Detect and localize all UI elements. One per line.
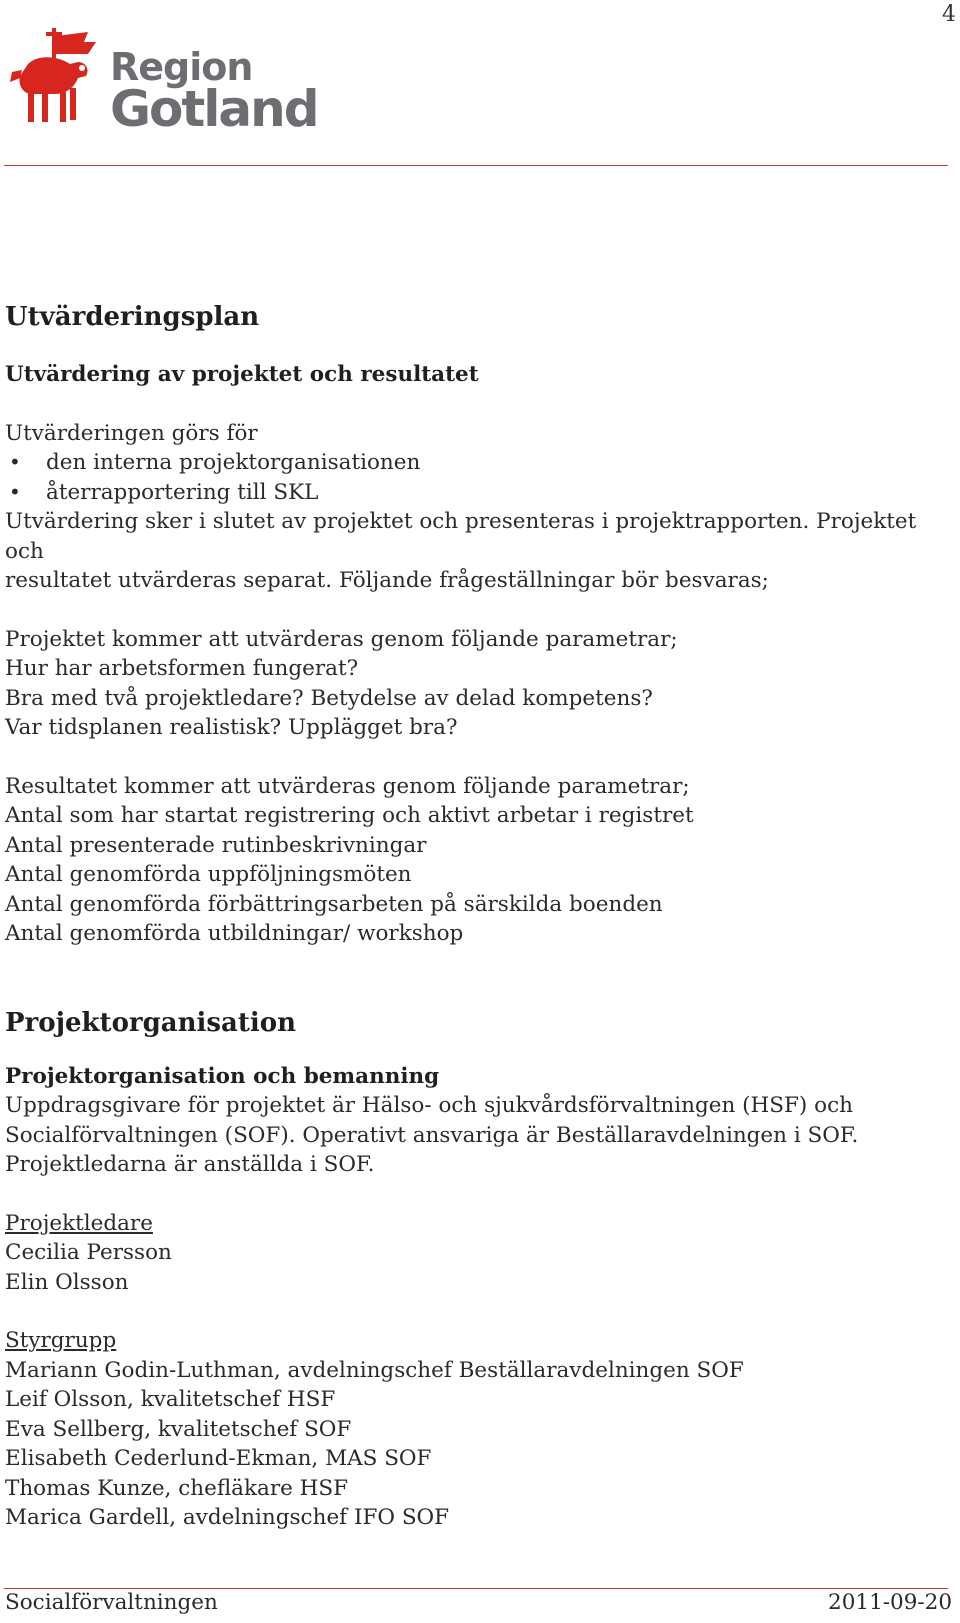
document-body [5,300,950,1533]
evaluation-bullets [5,448,950,507]
logo-line-gotland: Gotland [110,80,318,138]
project-param-line: Bra med två projektledare? Betydelse av delad kompetens? [5,685,653,711]
leaders-heading: Projektledare [5,1210,153,1236]
steering-member: Leif Olsson, kvalitetschef HSF [5,1387,336,1412]
result-param-line: Antal som har startat registrering och aktivt arbetar i registret [5,803,694,828]
result-param-line: Antal genomförda uppföljningsmöten [5,862,412,887]
footer-department: Socialförvaltningen [5,1590,218,1615]
steering-member: Eva Sellberg, kvalitetschef SOF [5,1416,352,1442]
result-param-line: Resultatet kommer att utvärderas genom följande parametrar; [5,773,690,799]
page-number: 4 [942,2,956,27]
result-param-line: Antal genomförda utbildningar/ workshop [5,921,464,946]
subsection-title-evaluation: Utvärdering av projektet och resultatet [5,362,479,387]
result-param-line: Antal genomförda förbättringsarbeten på särskilda boenden [5,891,663,917]
subsection-title-organisation: Projektorganisation och bemanning [5,1063,440,1089]
evaluation-intro: Utvärderingen görs för [5,420,258,446]
list-item: • den interna projektorganisationen [5,448,950,478]
project-param-line: Var tidsplanen realistisk? Upplägget bra? [5,715,458,740]
steering-heading: Styrgrupp [5,1328,117,1353]
list-item: • återrapportering till SKL [5,478,950,508]
project-param-line: Projektet kommer att utvärderas genom följande parametrar; [5,626,678,652]
steering-member: Thomas Kunze, chefläkare HSF [5,1475,349,1501]
footer-date: 2011-09-20 [828,1590,952,1615]
steering-member: Elisabeth Cederlund-Ekman, MAS SOF [5,1446,432,1471]
paragraph-line: Uppdragsgivare för projektet är Hälso- och sjukvårdsförvaltningen (HSF) och [5,1093,853,1118]
page-footer [5,1590,952,1615]
paragraph-line: Projektledarna är anställda i SOF. [5,1152,375,1177]
ram-emblem-icon [8,28,104,134]
steering-member: Marica Gardell, avdelningschef IFO SOF [5,1505,450,1530]
steering-member: Mariann Godin-Luthman, avdelningschef Beställaravdelningen SOF [5,1357,744,1383]
result-param-line: Antal presenterade rutinbeskrivningar [5,832,427,858]
paragraph-line: resultatet utvärderas separat. Följande frågeställningar bör besvaras; [5,568,769,593]
header-rule [4,165,948,166]
logo-line-region: Region [110,45,253,89]
section-title-evaluation: Utvärderingsplan [5,302,260,332]
leader-name: Elin Olsson [5,1269,129,1295]
paragraph-line: Socialförvaltningen (SOF). Operativt ansvariga är Beställaravdelningen i SOF. [5,1122,859,1148]
section-title-organisation: Projektorganisation [5,1007,297,1038]
region-gotland-logo [8,28,318,140]
project-param-line: Hur har arbetsformen fungerat? [5,656,359,681]
footer-rule [4,1588,948,1589]
leader-name: Cecilia Persson [5,1240,172,1265]
paragraph-line: Utvärdering sker i slutet av projektet och presenteras i projektrapporten. Projektet och [5,509,917,564]
